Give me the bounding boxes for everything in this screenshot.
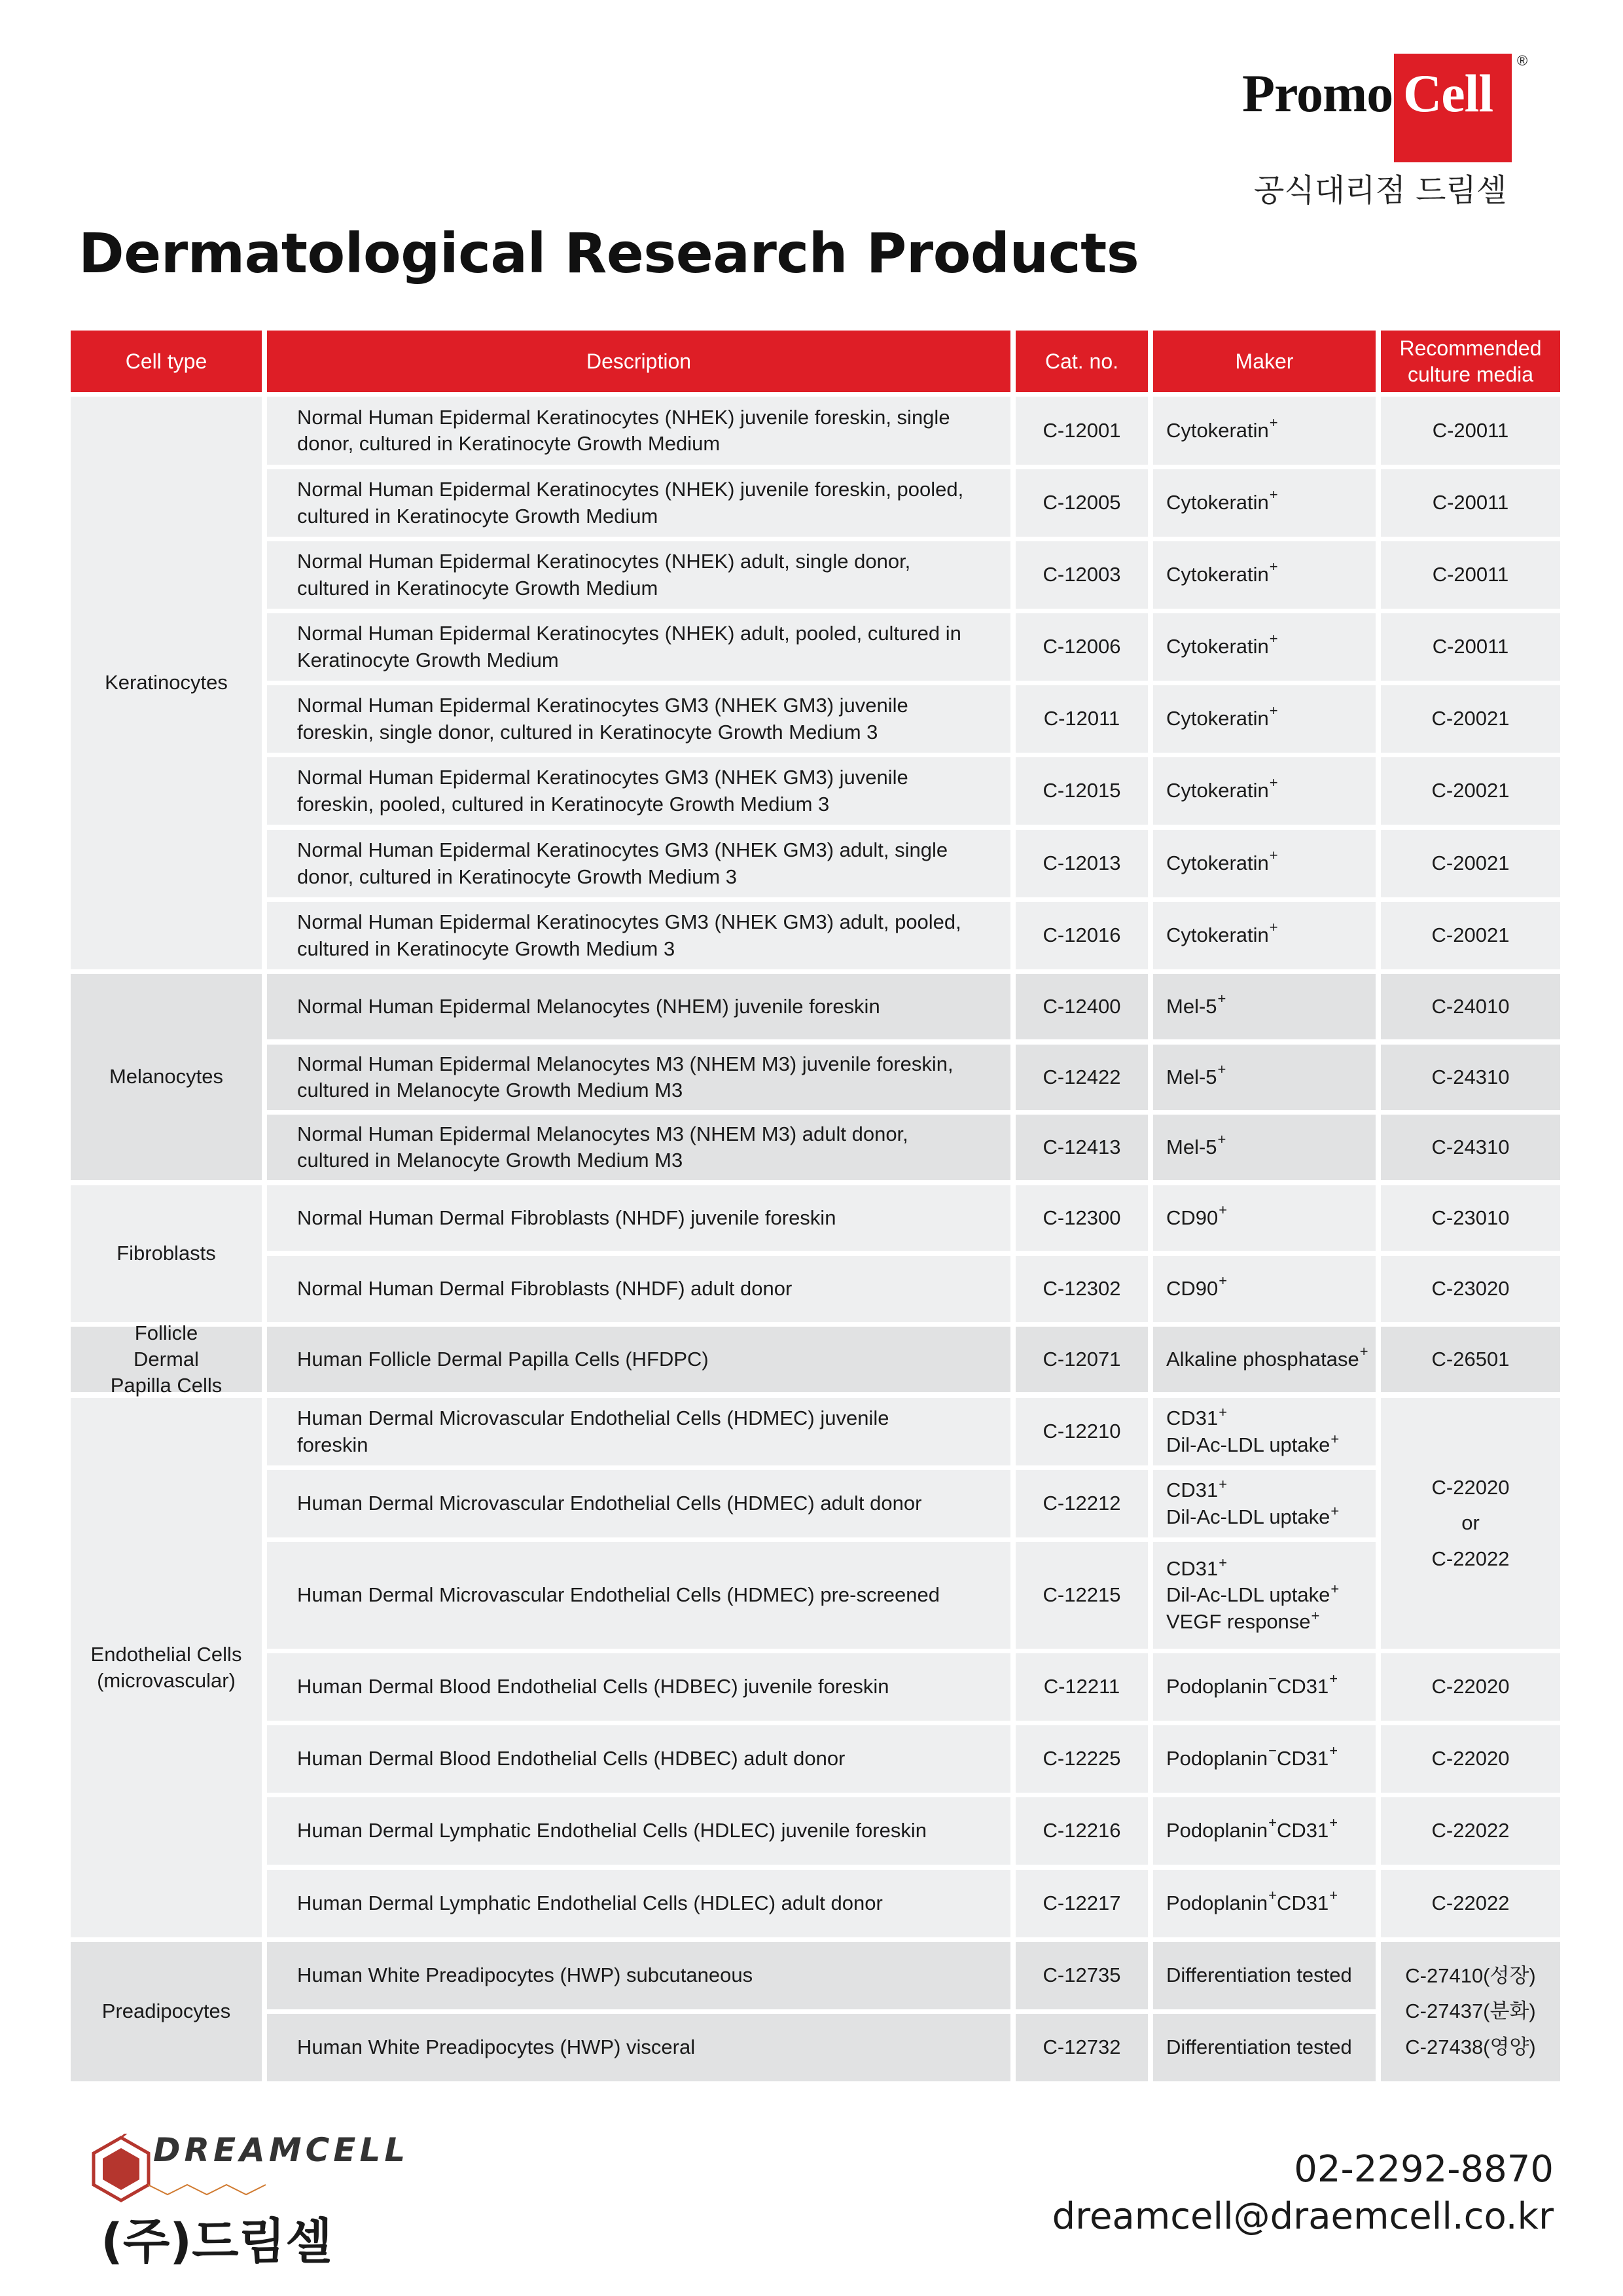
maker-text: Cytokeratin	[1166, 491, 1269, 514]
product-description: Human White Preadipocytes (HWP) subcutaneous	[297, 1964, 753, 1987]
maker-text: CD90	[1166, 1206, 1219, 1229]
maker-cell	[1153, 1045, 1376, 1110]
page-title: Dermatological Research Products	[79, 221, 1139, 285]
description-cell	[267, 1942, 1010, 2009]
media-cell	[1381, 1797, 1560, 1865]
culture-media: C-22022	[1431, 1547, 1510, 1570]
header-maker: Maker	[1153, 331, 1376, 392]
cat-no-cell	[1016, 2014, 1148, 2081]
media-cell	[1381, 974, 1560, 1039]
catalog-number: C-12217	[1043, 1892, 1121, 1915]
product-description: Normal Human Epidermal Melanocytes M3 (NHEM M3) adult donor, cultured in Melanocyte Growth Medium M3	[297, 1122, 908, 1172]
catalog-number: C-12013	[1043, 852, 1121, 875]
product-description: Human Dermal Microvascular Endothelial Cells (HDMEC) pre-screened	[297, 1583, 940, 1607]
maker-line	[1166, 1405, 1339, 1431]
media-cell	[1381, 1185, 1560, 1251]
cell-type-group	[71, 1942, 262, 2081]
media-cell	[1381, 1870, 1560, 1937]
maker-cell	[1153, 397, 1376, 465]
maker-text: Dil-Ac-LDL uptake	[1166, 1433, 1330, 1456]
cat-no-cell	[1016, 1398, 1148, 1465]
maker-line	[1166, 1477, 1339, 1503]
cat-no-cell	[1016, 1045, 1148, 1110]
maker-superscript: +	[1330, 1502, 1340, 1519]
description-cell	[267, 541, 1010, 609]
maker-lines	[1166, 1477, 1339, 1530]
culture-media: C-20021	[1431, 924, 1510, 947]
maker-superscript: +	[1217, 1130, 1226, 1147]
product-description: Normal Human Dermal Fibroblasts (NHDF) adult donor	[297, 1277, 793, 1300]
maker-line	[1166, 1609, 1339, 1635]
maker-cell	[1153, 541, 1376, 609]
maker-cell	[1153, 613, 1376, 681]
culture-media: C-23010	[1431, 1206, 1510, 1229]
description-cell	[267, 902, 1010, 969]
cell-type-group	[71, 1398, 262, 1937]
maker-text: CD31	[1166, 1479, 1219, 1502]
catalog-number: C-12212	[1043, 1492, 1121, 1515]
cat-no-cell	[1016, 1942, 1148, 2009]
maker-cell	[1153, 902, 1376, 969]
media-cell	[1381, 541, 1560, 609]
media-cell	[1381, 1115, 1560, 1180]
cell-type-group	[71, 1321, 262, 1397]
culture-media: C-20021	[1431, 779, 1510, 802]
distributor-subtitle: 공식대리점 드림셀	[1254, 172, 1507, 209]
cat-no-cell	[1016, 830, 1148, 897]
cat-no-cell	[1016, 1256, 1148, 1322]
maker-superscript-2: +	[1329, 1742, 1338, 1759]
product-description: Human Dermal Lymphatic Endothelial Cells (HDLEC) adult donor	[297, 1892, 883, 1915]
maker-superscript: +	[1219, 1404, 1228, 1421]
catalog-number: C-12001	[1043, 418, 1121, 442]
maker-superscript: −	[1268, 1742, 1277, 1759]
cell-type-group	[71, 397, 262, 969]
maker-superscript: +	[1269, 702, 1278, 719]
maker-text: Differentiation tested	[1166, 2036, 1352, 2059]
maker-cell	[1153, 1653, 1376, 1721]
cat-no-cell	[1016, 1653, 1148, 1721]
maker-text: Cytokeratin	[1166, 418, 1269, 442]
maker-superscript: +	[1330, 1581, 1340, 1598]
culture-media: C-22020	[1431, 1675, 1510, 1698]
cat-no-cell	[1016, 757, 1148, 825]
media-cell	[1381, 469, 1560, 537]
maker-superscript: +	[1217, 1060, 1226, 1077]
cell-type-label: Follicle Dermal Papilla Cells	[110, 1321, 223, 1397]
maker-lines	[1166, 1405, 1339, 1458]
description-cell	[267, 1542, 1010, 1649]
media-cell-merged	[1381, 1398, 1560, 1649]
logo-promo-text: Promo	[1242, 63, 1393, 123]
logo-cell-text: Cell	[1403, 63, 1493, 123]
cell-type-label: Fibroblasts	[116, 1242, 216, 1265]
description-cell	[267, 974, 1010, 1039]
description-cell	[267, 757, 1010, 825]
catalog-number: C-12011	[1043, 707, 1120, 730]
company-name-en: DREAMCELL	[153, 2131, 410, 2169]
catalog-number: C-12003	[1043, 563, 1121, 586]
maker-text-2: CD31	[1277, 1892, 1329, 1915]
cell-type-group	[71, 1185, 262, 1322]
maker-line	[1166, 1582, 1339, 1608]
cat-no-cell	[1016, 1870, 1148, 1937]
maker-text: Podoplanin	[1166, 1819, 1268, 1842]
product-description: Normal Human Epidermal Keratinocytes (NHEK) juvenile foreskin, pooled, cultured in Keratinocyte Growth Medium	[297, 478, 964, 528]
maker-superscript: +	[1359, 1342, 1368, 1359]
cat-no-cell	[1016, 1185, 1148, 1251]
media-lines	[1405, 1958, 1535, 2065]
catalog-number: C-12732	[1043, 2036, 1121, 2059]
cat-no-cell	[1016, 1327, 1148, 1392]
maker-superscript: −	[1268, 1670, 1277, 1687]
maker-text: Cytokeratin	[1166, 707, 1269, 730]
maker-text: Dil-Ac-LDL uptake	[1166, 1583, 1330, 1607]
catalog-number: C-12422	[1043, 1065, 1121, 1088]
contact-phone: 02-2292-8870	[1294, 2148, 1554, 2191]
description-cell	[267, 1725, 1010, 1793]
catalog-number: C-12071	[1043, 1347, 1121, 1371]
description-cell	[267, 830, 1010, 897]
description-cell	[267, 1870, 1010, 1937]
maker-cell	[1153, 1870, 1376, 1937]
header-cell-type: Cell type	[71, 331, 262, 392]
cat-no-cell	[1016, 974, 1148, 1039]
catalog-number: C-12006	[1043, 635, 1121, 658]
maker-superscript: +	[1269, 774, 1278, 791]
cat-no-cell	[1016, 1542, 1148, 1649]
product-description: Human Dermal Blood Endothelial Cells (HDBEC) juvenile foreskin	[297, 1675, 889, 1698]
maker-text: Alkaline phosphatase	[1166, 1347, 1359, 1371]
culture-media: C-23020	[1431, 1277, 1510, 1300]
maker-superscript: +	[1268, 1887, 1277, 1904]
description-cell	[267, 1327, 1010, 1392]
maker-text: VEGF response	[1166, 1609, 1311, 1633]
cat-no-cell	[1016, 1725, 1148, 1793]
maker-superscript-2: +	[1329, 1670, 1338, 1687]
maker-text: Cytokeratin	[1166, 924, 1269, 947]
maker-superscript: +	[1269, 414, 1278, 431]
media-cell	[1381, 830, 1560, 897]
culture-media: C-20011	[1432, 563, 1509, 586]
catalog-number: C-12015	[1043, 779, 1121, 802]
catalog-number: C-12400	[1043, 994, 1121, 1018]
culture-media: C-24310	[1431, 1065, 1510, 1088]
media-cell	[1381, 685, 1560, 753]
hexagon-molecule-icon	[85, 2134, 157, 2206]
catalog-number: C-12413	[1043, 1135, 1121, 1158]
maker-cell	[1153, 1725, 1376, 1793]
media-cell	[1381, 1045, 1560, 1110]
description-cell	[267, 1797, 1010, 1865]
cell-type-label: Melanocytes	[109, 1065, 224, 1088]
description-cell	[267, 1398, 1010, 1465]
maker-cell	[1153, 2014, 1376, 2081]
product-description: Human Dermal Microvascular Endothelial Cells (HDMEC) adult donor	[297, 1492, 922, 1515]
maker-cell	[1153, 974, 1376, 1039]
maker-text: Dil-Ac-LDL uptake	[1166, 1505, 1330, 1528]
maker-text: Mel-5	[1166, 1135, 1217, 1158]
maker-text: Cytokeratin	[1166, 779, 1269, 802]
molecule-chain-icon	[148, 2165, 383, 2204]
catalog-number: C-12211	[1043, 1675, 1120, 1698]
maker-cell	[1153, 1942, 1376, 2009]
description-cell	[267, 685, 1010, 753]
maker-superscript: +	[1269, 486, 1278, 503]
product-description: Normal Human Epidermal Keratinocytes GM3 (NHEK GM3) juvenile foreskin, single donor, cultured in Keratinocyte Growth Medium 3	[297, 694, 908, 744]
description-cell	[267, 397, 1010, 465]
culture-media: or	[1461, 1511, 1480, 1535]
media-cell	[1381, 397, 1560, 465]
maker-line	[1166, 1556, 1339, 1582]
maker-cell	[1153, 1256, 1376, 1322]
media-cell	[1381, 1725, 1560, 1793]
maker-cell	[1153, 1327, 1376, 1392]
culture-media: C-22020	[1431, 1747, 1510, 1770]
maker-text-2: CD31	[1277, 1675, 1329, 1698]
maker-text: Mel-5	[1166, 1065, 1217, 1088]
maker-text: Podoplanin	[1166, 1747, 1268, 1770]
maker-line	[1166, 1504, 1339, 1530]
culture-media: C-27437(분화)	[1405, 2000, 1536, 2023]
catalog-number: C-12210	[1043, 1420, 1121, 1443]
culture-media: C-22022	[1431, 1892, 1510, 1915]
maker-superscript: +	[1219, 1272, 1228, 1289]
cell-type-label: Endothelial Cells (microvascular)	[90, 1642, 242, 1692]
media-cell-merged	[1381, 1942, 1560, 2081]
catalog-number: C-12300	[1043, 1206, 1121, 1229]
description-cell	[267, 1653, 1010, 1721]
header-media: Recommended culture media	[1381, 331, 1560, 392]
product-description: Normal Human Epidermal Keratinocytes (NHEK) juvenile foreskin, single donor, cultured in Keratinocyte Growth Medium	[297, 405, 950, 455]
culture-media: C-20021	[1431, 707, 1510, 730]
cat-no-cell	[1016, 613, 1148, 681]
media-lines	[1432, 1470, 1510, 1577]
maker-text: Differentiation tested	[1166, 1964, 1352, 1987]
media-cell	[1381, 1653, 1560, 1721]
maker-cell	[1153, 757, 1376, 825]
company-name-kr: (주)드림셀	[101, 2214, 332, 2270]
description-cell	[267, 2014, 1010, 2081]
maker-text: Podoplanin	[1166, 1675, 1268, 1698]
catalog-number: C-12735	[1043, 1964, 1121, 1987]
culture-media: C-27410(성장)	[1405, 1964, 1536, 1988]
maker-text: Cytokeratin	[1166, 635, 1269, 658]
maker-text-2: CD31	[1277, 1819, 1329, 1842]
product-description: Human Dermal Blood Endothelial Cells (HDBEC) adult donor	[297, 1747, 846, 1770]
description-cell	[267, 1045, 1010, 1110]
catalog-number: C-12016	[1043, 924, 1121, 947]
cat-no-cell	[1016, 1470, 1148, 1537]
product-description: Human Follicle Dermal Papilla Cells (HFDPC)	[297, 1347, 709, 1371]
culture-media: C-20011	[1432, 418, 1509, 442]
cat-no-cell	[1016, 1115, 1148, 1180]
maker-superscript: +	[1219, 1554, 1228, 1571]
product-description: Normal Human Dermal Fibroblasts (NHDF) juvenile foreskin	[297, 1206, 836, 1229]
maker-cell	[1153, 1115, 1376, 1180]
maker-cell	[1153, 1542, 1376, 1649]
maker-cell	[1153, 1797, 1376, 1865]
catalog-number: C-12302	[1043, 1277, 1121, 1300]
contact-email: dreamcell@draemcell.co.kr	[1052, 2195, 1554, 2238]
maker-text: CD31	[1166, 1407, 1219, 1430]
product-description: Normal Human Epidermal Melanocytes (NHEM) juvenile foreskin	[297, 994, 880, 1018]
media-cell	[1381, 1327, 1560, 1392]
maker-superscript: +	[1330, 1430, 1340, 1447]
maker-lines	[1166, 1556, 1339, 1635]
product-description: Normal Human Epidermal Keratinocytes (NHEK) adult, pooled, cultured in Keratinocyte Growth Medium	[297, 622, 961, 672]
catalog-number: C-12005	[1043, 491, 1121, 514]
maker-cell	[1153, 830, 1376, 897]
catalog-number: C-12225	[1043, 1747, 1121, 1770]
maker-cell	[1153, 469, 1376, 537]
culture-media: C-24310	[1431, 1135, 1510, 1158]
description-cell	[267, 1115, 1010, 1180]
maker-superscript: +	[1269, 847, 1278, 864]
maker-text: Cytokeratin	[1166, 852, 1269, 875]
registered-mark: ®	[1517, 52, 1528, 69]
cat-no-cell	[1016, 1797, 1148, 1865]
maker-superscript: +	[1269, 630, 1278, 647]
header-cat-no: Cat. no.	[1016, 331, 1148, 392]
media-cell	[1381, 902, 1560, 969]
media-cell	[1381, 757, 1560, 825]
culture-media: C-26501	[1431, 1347, 1510, 1371]
maker-superscript: +	[1311, 1607, 1320, 1624]
culture-media: C-22020	[1431, 1476, 1510, 1499]
maker-text: CD31	[1166, 1557, 1219, 1581]
maker-text-2: CD31	[1277, 1747, 1329, 1770]
product-description: Human Dermal Lymphatic Endothelial Cells (HDLEC) juvenile foreskin	[297, 1819, 927, 1842]
cat-no-cell	[1016, 685, 1148, 753]
maker-superscript: +	[1268, 1814, 1277, 1831]
culture-media: C-20011	[1432, 635, 1509, 658]
product-description: Normal Human Epidermal Keratinocytes (NHEK) adult, single donor, cultured in Keratinocyte Growth Medium	[297, 550, 911, 600]
maker-line	[1166, 1432, 1339, 1458]
cat-no-cell	[1016, 397, 1148, 465]
product-description: Normal Human Epidermal Keratinocytes GM3 (NHEK GM3) adult, pooled, cultured in Keratinocyte Growth Medium 3	[297, 910, 961, 960]
cell-type-label: Preadipocytes	[101, 2000, 231, 2023]
cell-type-label: Keratinocytes	[105, 671, 228, 694]
media-cell	[1381, 613, 1560, 681]
product-description: Human White Preadipocytes (HWP) visceral	[297, 2036, 696, 2059]
maker-text: Podoplanin	[1166, 1892, 1268, 1915]
product-description: Normal Human Epidermal Melanocytes M3 (NHEM M3) juvenile foreskin, cultured in Melanocyte Growth Medium M3	[297, 1052, 954, 1102]
description-cell	[267, 469, 1010, 537]
cell-type-group	[71, 974, 262, 1180]
catalog-number: C-12216	[1043, 1819, 1121, 1842]
cat-no-cell	[1016, 541, 1148, 609]
description-cell	[267, 613, 1010, 681]
cat-no-cell	[1016, 469, 1148, 537]
description-cell	[267, 1185, 1010, 1251]
description-cell	[267, 1256, 1010, 1322]
maker-text: CD90	[1166, 1277, 1219, 1300]
maker-cell	[1153, 685, 1376, 753]
maker-cell	[1153, 1470, 1376, 1537]
maker-superscript: +	[1269, 558, 1278, 575]
maker-superscript: +	[1219, 1476, 1228, 1493]
product-description: Normal Human Epidermal Keratinocytes GM3 (NHEK GM3) juvenile foreskin, pooled, cultured in Keratinocyte Growth Medium 3	[297, 766, 908, 816]
culture-media: C-24010	[1431, 994, 1510, 1018]
media-cell	[1381, 1256, 1560, 1322]
maker-superscript: +	[1219, 1201, 1228, 1218]
cat-no-cell	[1016, 902, 1148, 969]
description-cell	[267, 1470, 1010, 1537]
maker-superscript-2: +	[1329, 1887, 1338, 1904]
maker-cell	[1153, 1185, 1376, 1251]
promocell-logo	[1242, 52, 1530, 209]
maker-superscript: +	[1269, 919, 1278, 936]
dreamcell-logo	[85, 2119, 410, 2276]
header-description: Description	[267, 331, 1010, 392]
maker-cell	[1153, 1398, 1376, 1465]
maker-superscript-2: +	[1329, 1814, 1338, 1831]
culture-media: C-20011	[1432, 491, 1509, 514]
culture-media: C-22022	[1431, 1819, 1510, 1842]
culture-media: C-27438(영양)	[1405, 2035, 1536, 2058]
product-description: Human Dermal Microvascular Endothelial Cells (HDMEC) juvenile foreskin	[297, 1407, 889, 1456]
maker-text: Cytokeratin	[1166, 563, 1269, 586]
culture-media: C-20021	[1431, 852, 1510, 875]
product-description: Normal Human Epidermal Keratinocytes GM3 (NHEK GM3) adult, single donor, cultured in Keratinocyte Growth Medium 3	[297, 838, 948, 888]
catalog-number: C-12215	[1043, 1583, 1121, 1607]
maker-superscript: +	[1217, 990, 1226, 1007]
maker-text: Mel-5	[1166, 994, 1217, 1018]
